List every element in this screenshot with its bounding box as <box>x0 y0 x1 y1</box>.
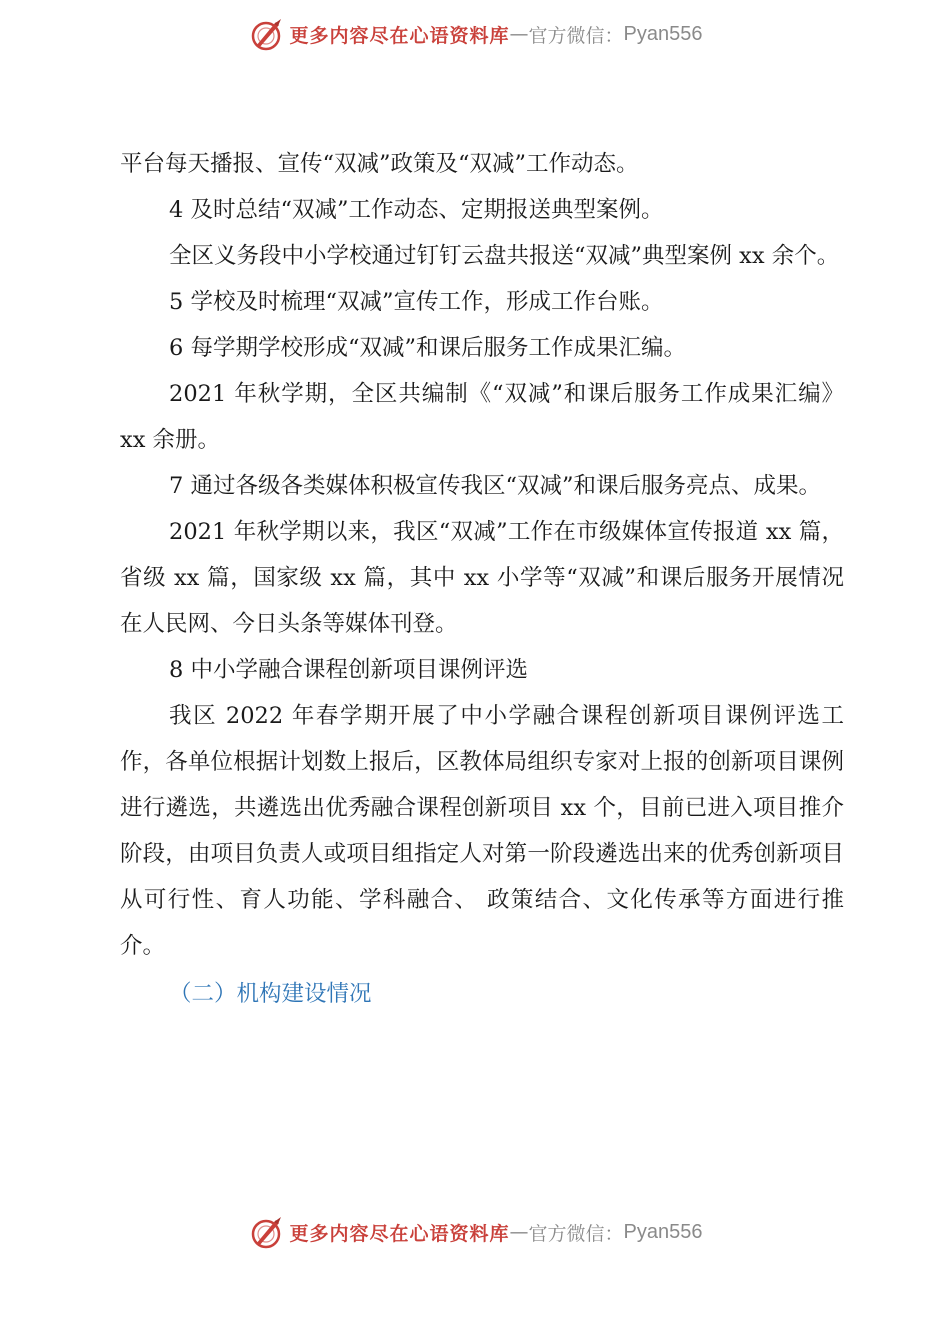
banner-brand-text: 更多内容尽在心语资料库 <box>289 24 510 47</box>
quill-pen-logo-icon <box>248 16 284 52</box>
paragraph: 7 通过各级各类媒体积极宣传我区“双减”和课后服务亮点、成果。 <box>169 473 821 499</box>
quill-pen-logo-icon <box>248 1214 284 1250</box>
banner-wechat-label: 官方微信： <box>528 1222 624 1245</box>
banner-wechat-id: Pyan556 <box>623 22 703 45</box>
paragraph: 平台每天播报、宣传“双减”政策及“双减”工作动态。 <box>120 151 639 177</box>
paragraph: 4 及时总结“双减”工作动态、定期报送典型案例。 <box>169 197 664 223</box>
banner-dash: — <box>509 23 529 45</box>
banner-brand-text: 更多内容尽在心语资料库 <box>289 1222 510 1245</box>
paragraph: 全区义务段中小学校通过钉钉云盘共报送“双减”典型案例 xx 余个。 <box>169 243 840 269</box>
paragraph: 8 中小学融合课程创新项目课例评选 <box>169 657 528 683</box>
banner-wechat-label: 官方微信： <box>528 24 624 47</box>
paragraph: 我区 2022 年春学期开展了中小学融合课程创新项目课例评选工作，各单位根据计划数上报后，区教体局组织专家对上报的创新项目课例进行遴选，共遴选出优秀融合课程创新项目 xx 个，目前已进入项目推介阶段，由项目负责人或项目组指定人对第一阶段遴选出来的优秀创新项目从可行性、育人功能、学科融合、 政策结合、文化传承等方面进行推介。 <box>120 703 844 959</box>
section-heading: （二）机构建设情况 <box>169 981 372 1007</box>
paragraph: 6 每学期学校形成“双减”和课后服务工作成果汇编。 <box>169 335 686 361</box>
document-body <box>120 141 844 1017</box>
paragraph: 2021 年秋学期，全区共编制《“双减”和课后服务工作成果汇编》xx 余册。 <box>120 381 844 453</box>
banner-dash: — <box>509 1221 529 1243</box>
footer-banner <box>0 1212 950 1252</box>
banner-wechat-id: Pyan556 <box>623 1220 703 1243</box>
header-banner <box>0 14 950 54</box>
paragraph: 5 学校及时梳理“双减”宣传工作，形成工作台账。 <box>169 289 664 315</box>
paragraph: 2021 年秋学期以来，我区“双减”工作在市级媒体宣传报道 xx 篇，省级 xx 篇，国家级 xx 篇，其中 xx 小学等“双减”和课后服务开展情况在人民网、今日头条等媒体刊登。 <box>120 519 844 637</box>
